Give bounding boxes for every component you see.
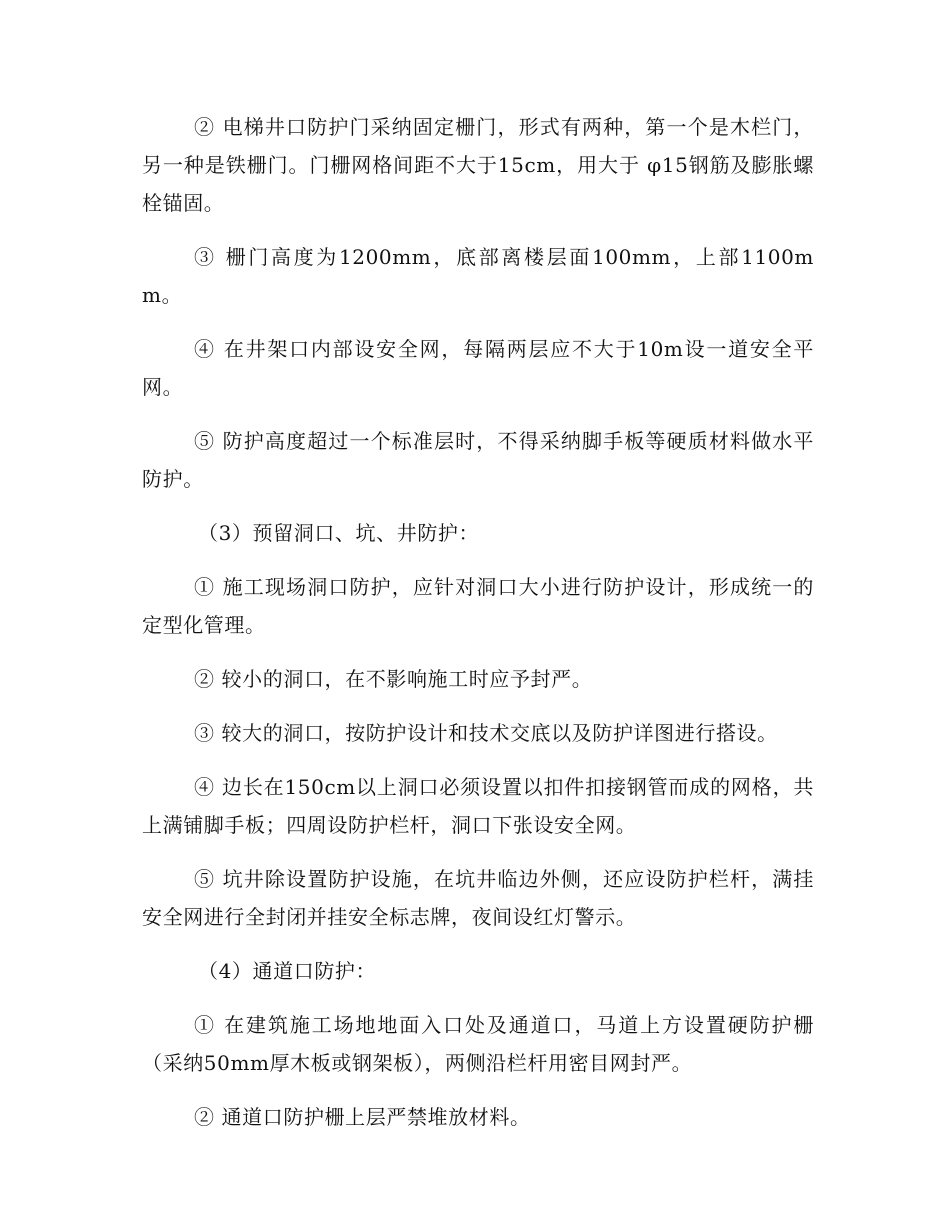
paragraph-passage-shed: ① 在建筑施工场地地面入口处及通道口，马道上方设置硬防护栅（采纳50mm厚木板或钢架板），两侧沿栏杆用密目网封严。 [142, 1013, 814, 1075]
paragraph-small-openings: ② 较小的洞口，在不影响施工时应予封严。 [194, 667, 593, 691]
paragraph-150cm-openings: ④ 边长在150cm以上洞口必须设置以扣件扣接钢管而成的网格，共上满铺脚手板；四周设防护栏杆，洞口下张设安全网。 [142, 775, 814, 837]
paragraph-gate-height: ③ 栅门高度为1200mm，底部离楼层面100mm，上部1100mm。 [142, 245, 814, 307]
document-body [142, 108, 814, 1152]
paragraph-safety-net: ④ 在井架口内部设安全网，每隔两层应不大于10m设一道安全平网。 [142, 337, 814, 399]
paragraph-elevator-shaft-gate: ② 电梯井口防护门采纳固定栅门，形式有两种，第一个是木栏门，另一种是铁栅门。门栅网格间距不大于15cm，用大于 φ15钢筋及膨胀螺栓锚固。 [142, 115, 814, 215]
paragraph-pit-well: ⑤ 坑井除设置防护设施，在坑井临边外侧，还应设防护栏杆，满挂安全网进行全封闭并挂安全标志牌，夜间设红灯警示。 [142, 867, 814, 929]
section-heading-openings: （3）预留洞口、坑、井防护： [198, 521, 480, 545]
section-heading-passage: （4）通道口防护： [198, 959, 377, 983]
paragraph-opening-design: ① 施工现场洞口防护，应针对洞口大小进行防护设计，形成统一的定型化管理。 [142, 575, 814, 637]
paragraph-no-stacking: ② 通道口防护栅上层严禁堆放材料。 [194, 1105, 531, 1129]
paragraph-large-openings: ③ 较大的洞口，按防护设计和技术交底以及防护详图进行搭设。 [194, 721, 778, 745]
paragraph-horizontal-protection: ⑤ 防护高度超过一个标准层时，不得采纳脚手板等硬质材料做水平防护。 [142, 429, 814, 491]
